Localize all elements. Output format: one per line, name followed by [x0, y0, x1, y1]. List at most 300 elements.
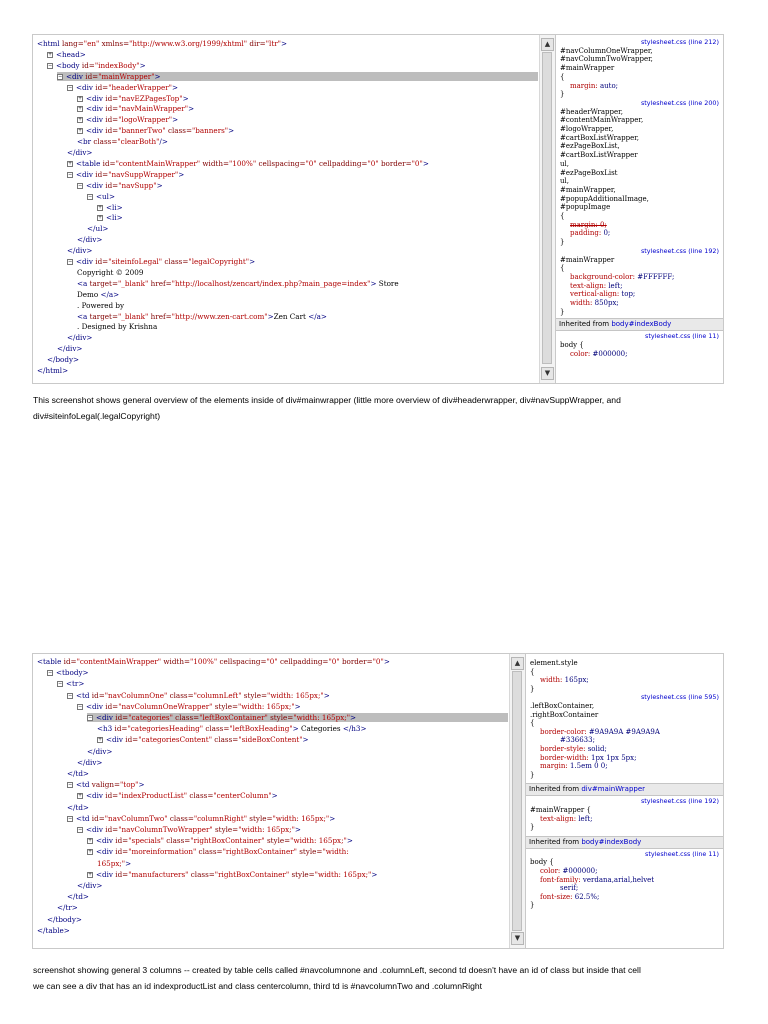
dom-node-line[interactable]	[67, 159, 429, 168]
code-token: "contentMainWrapper"	[115, 158, 201, 168]
code-token: Categories	[298, 724, 343, 734]
collapse-icon[interactable]: −	[48, 669, 52, 677]
code-token: lang=	[61, 39, 84, 48]
code-token: id=	[115, 869, 129, 879]
css-property[interactable]	[540, 676, 589, 685]
dom-node-line[interactable]	[77, 126, 234, 135]
dom-node-line[interactable]	[87, 224, 108, 233]
dom-node-line[interactable]	[57, 344, 82, 353]
dom-node-line[interactable]	[37, 366, 68, 375]
code-token: Copyright © 2009	[77, 267, 144, 277]
scroll-down-icon[interactable]: ▼	[511, 932, 524, 945]
inherited-label: Inherited from	[529, 785, 582, 794]
code-token: "categoriesContent"	[138, 735, 213, 745]
code-token: class=	[163, 836, 191, 846]
dom-node-line[interactable]	[67, 170, 184, 179]
css-property-value[interactable]: solid;	[587, 745, 607, 753]
expand-icon[interactable]: +	[88, 870, 92, 878]
expand-icon[interactable]: +	[78, 105, 82, 113]
dom-node-line[interactable]	[47, 915, 82, 924]
css-property-value[interactable]: 850px;	[594, 299, 619, 307]
css-selector: body {	[560, 341, 584, 350]
dom-node-line[interactable]	[77, 791, 278, 800]
code-token: "width:	[322, 847, 349, 857]
css-property-name: text-align:	[540, 814, 579, 823]
css-selector: {	[560, 212, 565, 220]
code-token: <div	[96, 869, 116, 879]
expand-icon[interactable]: +	[78, 94, 82, 102]
code-token: "100%"	[228, 158, 257, 168]
code-token: "_blank"	[117, 311, 149, 321]
dom-node-line[interactable]	[87, 836, 353, 845]
collapse-icon[interactable]: −	[58, 72, 62, 80]
stylesheet-link[interactable]: stylesheet.css (line 200)	[640, 98, 719, 107]
collapse-icon[interactable]: −	[48, 61, 52, 69]
code-token: >	[302, 735, 309, 745]
code-token: class=	[188, 869, 215, 879]
code-token: "navSuppWrapper"	[108, 169, 179, 179]
code-token: >	[370, 278, 377, 288]
dom-node-line[interactable]	[77, 94, 189, 103]
code-token: "0"	[372, 657, 384, 666]
css-selector: #cartBoxListWrapper,	[560, 133, 640, 142]
code-token: "rightBoxContainer"	[222, 847, 297, 857]
css-property-value[interactable]: #FFFFFF;	[637, 272, 675, 281]
css-selector: #mainWrapper {	[530, 806, 591, 814]
code-token: "width: 165px;"	[272, 813, 330, 823]
code-token: 165px;"	[97, 858, 126, 868]
code-token: <td	[76, 813, 92, 823]
code-token: </html>	[37, 366, 69, 375]
collapse-icon[interactable]: −	[88, 192, 92, 200]
dom-node-line[interactable]	[97, 724, 366, 733]
code-token: cellspacing=	[256, 158, 306, 168]
dom-node-line[interactable]	[57, 679, 84, 688]
dom-node-line[interactable]	[77, 181, 163, 190]
firebug-panel-2	[32, 653, 724, 949]
html-scrollbar[interactable]	[539, 35, 555, 383]
stylesheet-link[interactable]: stylesheet.css (line 192)	[640, 797, 719, 806]
code-token: <li>	[106, 202, 123, 212]
collapse-icon[interactable]: −	[78, 181, 82, 189]
dom-node-line[interactable]	[37, 926, 70, 935]
css-property-name: color:	[570, 349, 593, 358]
code-token: class=	[167, 813, 194, 823]
dom-node-line[interactable]	[67, 246, 92, 255]
dom-node-line[interactable]	[77, 825, 301, 834]
code-token: "en"	[83, 39, 100, 48]
html-tree-pane[interactable]	[33, 35, 538, 383]
dom-node-line[interactable]	[77, 301, 124, 310]
css-property-name: width:	[540, 676, 565, 685]
dom-node-line[interactable]	[87, 713, 508, 722]
code-token: border=	[339, 657, 373, 666]
code-token: <a	[77, 278, 90, 288]
dom-node-line[interactable]	[97, 203, 123, 212]
code-token: valign=	[91, 780, 120, 790]
code-token: <head>	[56, 49, 86, 59]
dom-node-line[interactable]	[67, 769, 89, 778]
code-token: >	[294, 701, 301, 711]
css-property[interactable]	[540, 876, 654, 885]
code-token: <div	[86, 180, 106, 190]
code-token: cellpadding=	[316, 158, 368, 168]
collapse-icon[interactable]: −	[68, 170, 72, 178]
css-selector: #mainWrapper,	[560, 185, 616, 194]
inherited-element-link[interactable]: body#indexBody	[581, 837, 642, 846]
code-token: style=	[212, 701, 238, 711]
code-token: "manufacturers"	[128, 869, 189, 879]
code-token: </td>	[67, 769, 89, 778]
code-token: id=	[81, 60, 95, 70]
code-token: id=	[105, 180, 119, 190]
code-token: style=	[212, 825, 239, 834]
code-token: >	[154, 71, 161, 81]
scroll-thumb[interactable]	[542, 52, 552, 364]
css-property-value[interactable]: 0;	[603, 229, 611, 238]
code-token: href=	[148, 278, 172, 288]
dom-node-line[interactable]	[97, 735, 309, 744]
code-token: "specials"	[128, 836, 164, 846]
css-property-value[interactable]: 62.5%;	[574, 892, 600, 901]
code-token: class=	[212, 735, 239, 745]
css-selector: #logoWrapper,	[560, 125, 614, 133]
code-token: id=	[105, 126, 119, 136]
expand-icon[interactable]: +	[98, 214, 102, 222]
code-token: "moreinformation"	[128, 847, 197, 857]
code-token: "bannerTwo"	[118, 126, 166, 136]
code-token: <div	[86, 825, 106, 834]
dom-node-line[interactable]	[87, 192, 115, 201]
caption-screenshot-1	[33, 392, 733, 424]
css-property-value[interactable]: left;	[578, 814, 593, 823]
scroll-up-icon[interactable]: ▲	[541, 38, 554, 51]
code-token: target=	[89, 311, 118, 321]
css-selector: }	[530, 823, 535, 832]
css-property[interactable]	[540, 745, 607, 754]
dom-node-line[interactable]	[77, 104, 194, 113]
stylesheet-link[interactable]: stylesheet.css (line 212)	[640, 38, 719, 46]
code-token: id=	[105, 791, 119, 801]
code-token: id=	[95, 169, 109, 179]
dom-node-line[interactable]	[67, 803, 89, 812]
code-token: "leftBoxHeading"	[229, 724, 293, 734]
style-rules-pane	[555, 35, 723, 383]
dom-node-line[interactable]	[77, 702, 301, 711]
code-token: <tr>	[66, 679, 85, 689]
expand-icon[interactable]: +	[88, 837, 92, 845]
code-token: "width: 165px;"	[314, 869, 372, 879]
code-token: </tr>	[57, 903, 78, 913]
dom-node-line[interactable]	[47, 50, 86, 59]
inherited-label: Inherited from	[559, 320, 612, 329]
code-token: >	[271, 791, 278, 801]
html-tree-pane[interactable]	[33, 654, 508, 948]
code-token: "navColumnTwo"	[104, 813, 168, 823]
code-token: class=	[167, 690, 194, 700]
code-token: </div>	[67, 148, 93, 157]
dom-node-line[interactable]	[77, 758, 102, 767]
dom-node-line[interactable]	[47, 61, 146, 70]
dom-node-line[interactable]	[67, 257, 255, 266]
css-property[interactable]	[570, 290, 635, 299]
stylesheet-link[interactable]: stylesheet.css (line 11)	[645, 849, 719, 858]
collapse-icon[interactable]: −	[68, 258, 72, 265]
code-token: "width: 165px;"	[290, 836, 347, 846]
css-property-value[interactable]: 1px 1px 5px;	[591, 753, 637, 762]
code-token: </div>	[77, 757, 103, 767]
code-token: </div>	[77, 881, 103, 890]
dom-node-line[interactable]	[67, 83, 178, 92]
expand-icon[interactable]: +	[78, 116, 82, 124]
dom-node-line[interactable]	[77, 312, 327, 321]
code-token: <div	[86, 115, 106, 125]
css-property[interactable]	[540, 728, 660, 737]
code-token: id=	[105, 825, 119, 834]
scroll-thumb[interactable]	[512, 671, 522, 931]
code-token: cellpadding=	[277, 657, 329, 666]
dom-node-line[interactable]	[67, 780, 144, 789]
code-token: <td	[76, 780, 92, 790]
dom-node-line[interactable]	[77, 268, 143, 277]
code-token: "indexProductList"	[118, 791, 188, 801]
expand-icon[interactable]: +	[48, 50, 52, 58]
code-token: id=	[105, 115, 119, 125]
inherited-header	[556, 318, 723, 331]
css-selector: {	[560, 264, 565, 273]
css-property[interactable]	[540, 815, 592, 824]
code-token: <div	[76, 82, 96, 92]
code-token: >	[178, 169, 185, 179]
code-token: style=	[296, 847, 323, 857]
expand-icon[interactable]: +	[98, 203, 102, 211]
expand-icon[interactable]: +	[78, 792, 82, 800]
css-selector: #mainWrapper	[560, 64, 615, 73]
collapse-icon[interactable]: −	[78, 826, 82, 833]
code-token: >	[292, 724, 299, 734]
code-token: >	[294, 825, 301, 834]
stylesheet-link[interactable]: stylesheet.css (line 192)	[640, 246, 719, 255]
dom-node-line[interactable]	[57, 72, 538, 81]
code-token: <br	[77, 137, 94, 147]
css-property-name: margin:	[570, 81, 600, 90]
code-token: >	[329, 813, 336, 823]
code-token: <div	[86, 93, 106, 103]
dom-node-line[interactable]	[47, 355, 79, 364]
code-token: id=	[125, 735, 139, 745]
collapse-icon[interactable]: −	[68, 691, 72, 699]
css-selector: #cartBoxListWrapper	[560, 151, 638, 160]
style-rules-pane	[525, 654, 723, 948]
code-token: "width: 165px;"	[293, 713, 350, 722]
dom-node-line[interactable]	[77, 137, 168, 146]
code-token: <li>	[106, 213, 123, 223]
code-token: </ul>	[87, 224, 109, 234]
css-property[interactable]	[570, 282, 622, 291]
css-property-value[interactable]: verdana,arial,helvet	[582, 875, 655, 884]
css-property-value[interactable]: #9A9A9A #9A9A9A	[588, 727, 660, 736]
css-selector: body {	[530, 858, 554, 867]
code-token: "rightBoxContainer"	[190, 836, 265, 846]
dom-node-line[interactable]	[67, 892, 89, 901]
css-property-name: background-color:	[570, 272, 638, 281]
code-token: <div	[76, 257, 96, 266]
code-token: >	[188, 104, 195, 114]
dom-node-line[interactable]	[87, 747, 112, 756]
collapse-icon[interactable]: −	[88, 714, 92, 721]
dom-node-line[interactable]	[37, 39, 287, 48]
code-token: "0"	[305, 158, 317, 168]
code-token: </div>	[77, 235, 103, 245]
code-token: "navSupp"	[118, 180, 157, 190]
caption-line-2: we can see a div that has an id indexproductList and class centercolumn, third td is #navcolumnTwo and .columnRight	[33, 981, 483, 991]
css-property[interactable]	[570, 273, 674, 282]
code-token: target=	[89, 278, 118, 288]
css-selector: #popupAdditionalImage,	[560, 194, 649, 203]
code-token: "categoriesHeading"	[127, 724, 204, 734]
code-token: "contentMainWrapper"	[76, 657, 162, 666]
code-token: . Powered by	[77, 300, 125, 310]
dom-node-line[interactable]	[47, 668, 89, 677]
expand-icon[interactable]: +	[68, 159, 72, 167]
inherited-element-link[interactable]: div#mainWrapper	[581, 785, 646, 794]
css-property[interactable]	[540, 893, 599, 902]
code-token: "top"	[120, 780, 139, 790]
css-property-name: font-family:	[540, 875, 583, 884]
code-token: </td>	[67, 802, 89, 812]
dom-node-line[interactable]	[77, 115, 178, 124]
dom-node-line[interactable]	[67, 814, 335, 823]
collapse-icon[interactable]: −	[68, 83, 72, 91]
css-property-value[interactable]: 165px;	[564, 676, 589, 685]
css-selector: ul,	[560, 159, 569, 168]
css-property[interactable]	[570, 350, 627, 359]
scroll-up-icon[interactable]: ▲	[511, 657, 524, 670]
collapse-icon[interactable]: −	[68, 781, 72, 789]
html-scrollbar[interactable]	[509, 654, 525, 948]
css-property-value[interactable]: auto;	[599, 81, 619, 90]
dom-node-line[interactable]	[77, 322, 157, 331]
code-token: id=	[63, 657, 77, 666]
code-token: "_blank"	[117, 278, 149, 288]
code-token: "ltr"	[265, 39, 281, 48]
code-token: <table	[37, 657, 64, 666]
expand-icon[interactable]: +	[88, 848, 92, 856]
dom-node-line[interactable]	[87, 847, 349, 856]
stylesheet-link[interactable]: stylesheet.css (line 595)	[640, 693, 719, 702]
code-token: "navMainWrapper"	[118, 104, 189, 114]
css-selector: #navColumnTwoWrapper,	[560, 55, 653, 64]
code-token: >	[383, 657, 390, 666]
css-property-value[interactable]: #000000;	[592, 349, 628, 358]
code-token: <div	[96, 847, 116, 857]
dom-node-line[interactable]	[77, 881, 102, 890]
code-token: >	[323, 690, 330, 700]
code-token: border=	[378, 158, 412, 168]
code-token: class=	[162, 257, 189, 266]
code-token: </body>	[47, 355, 80, 365]
css-property-name: border-color:	[540, 727, 589, 736]
css-property[interactable]	[540, 762, 608, 771]
dom-node-line[interactable]	[67, 148, 92, 157]
scroll-down-icon[interactable]: ▼	[541, 367, 554, 380]
inherited-element-link[interactable]: body#indexBody	[611, 320, 672, 329]
css-selector: {	[530, 667, 535, 676]
css-property-value[interactable]: top;	[621, 290, 636, 299]
dom-node-line[interactable]	[97, 213, 123, 222]
code-token: id=	[91, 813, 105, 823]
css-selector: }	[560, 90, 565, 99]
code-token: style=	[264, 836, 291, 846]
code-token: <div	[66, 71, 86, 81]
code-token: <td	[76, 690, 92, 700]
code-token: . Designed by Krishna	[77, 322, 158, 332]
expand-icon[interactable]: +	[98, 736, 102, 744]
stylesheet-link[interactable]: stylesheet.css (line 11)	[645, 332, 719, 341]
collapse-icon[interactable]: −	[78, 702, 82, 710]
dom-node-line[interactable]	[67, 691, 330, 700]
code-token: "sideBoxContent"	[238, 735, 303, 745]
css-property[interactable]	[570, 82, 618, 91]
code-token: >	[172, 115, 179, 125]
dom-node-line[interactable]	[37, 657, 390, 666]
css-property[interactable]	[570, 229, 610, 238]
dom-node-line[interactable]	[57, 903, 78, 912]
css-property[interactable]	[540, 867, 597, 876]
code-token: id=	[115, 847, 129, 857]
collapse-icon[interactable]: −	[58, 680, 62, 688]
dom-node-line[interactable]	[87, 870, 377, 879]
code-token: >	[346, 836, 353, 846]
css-property-name: vertical-align:	[570, 290, 622, 299]
code-token: <div	[86, 126, 106, 136]
css-property[interactable]	[540, 754, 636, 763]
css-property-name: color:	[540, 867, 563, 875]
code-token: </div>	[67, 333, 93, 343]
caption-screenshot-2	[33, 962, 733, 994]
css-selector: #mainWrapper	[560, 255, 615, 264]
code-token: style=	[241, 690, 268, 700]
css-property-name: text-align:	[570, 281, 609, 290]
dom-node-line[interactable]	[77, 235, 102, 244]
expand-icon[interactable]: +	[78, 127, 82, 135]
code-token: >	[139, 60, 146, 70]
code-token: class=	[93, 137, 118, 147]
css-selector: {	[530, 719, 535, 728]
css-property[interactable]	[570, 299, 619, 308]
css-selector: #headerWrapper,	[560, 107, 623, 116]
dom-node-line[interactable]	[97, 859, 131, 868]
code-token: "centerColumn"	[213, 791, 272, 801]
code-token: />	[159, 137, 168, 147]
css-property-value[interactable]: #000000;	[562, 867, 598, 875]
code-token: "width: 165px;"	[267, 690, 324, 700]
code-token: id=	[115, 836, 129, 846]
code-token: <tbody>	[56, 668, 89, 678]
code-token: <div	[86, 791, 106, 801]
code-token: "navColumnOneWrapper"	[118, 701, 213, 711]
code-token: </h3>	[342, 724, 367, 734]
dom-node-line[interactable]	[77, 290, 119, 299]
code-token: >	[156, 180, 163, 190]
css-property-name: font-size:	[540, 892, 575, 901]
code-token: </div>	[67, 246, 93, 256]
collapse-icon[interactable]: −	[68, 814, 72, 822]
css-property-value[interactable]: left;	[608, 281, 623, 290]
dom-node-line[interactable]	[77, 279, 399, 288]
css-property-value[interactable]: 1.5em 0 0;	[569, 762, 608, 771]
dom-node-line[interactable]	[67, 333, 92, 342]
